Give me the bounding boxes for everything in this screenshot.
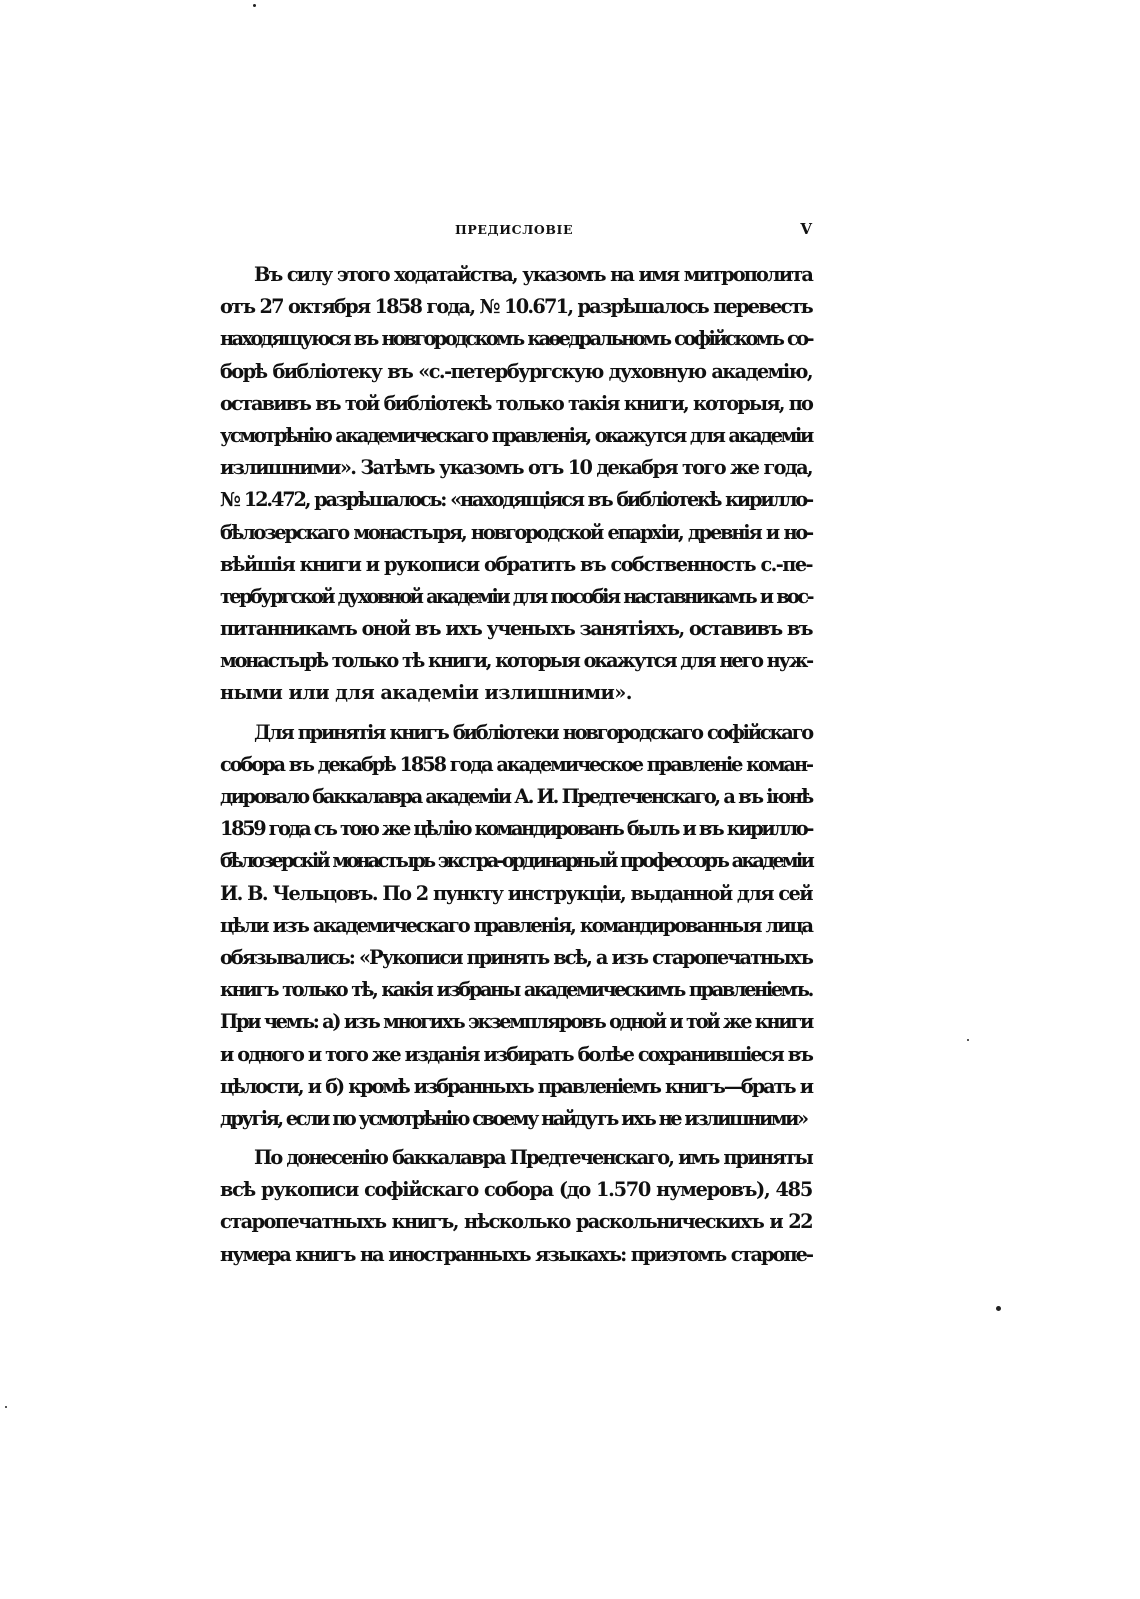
text-line: 1859 года съ тою же цѣлію командированъ былъ и въ кирилло- <box>220 817 812 841</box>
text-line: бѣлозерскій монастырь экстра-ординарный профессоръ академіи <box>220 849 812 873</box>
text-line: собора въ декабрѣ 1858 года академическое правленіе коман- <box>220 752 812 776</box>
body-text <box>220 259 812 1278</box>
text-line: старопечатныхъ книгъ, нѣсколько раскольническихъ и 22 <box>220 1210 812 1234</box>
text-line: При чемъ: а) изъ многихъ экземпляровъ одной и той же книги <box>220 1010 812 1034</box>
text-line: питанникамъ оной въ ихъ ученыхъ занятіяхъ, оставивъ въ <box>220 617 812 641</box>
text-line: ными или для академіи излишними». <box>220 681 632 705</box>
text-line: усмотрѣнію академическаго правленія, окажутся для академіи <box>220 423 812 447</box>
text-line: Для принятія книгъ библіотеки новгородскаго софійскаго <box>254 720 812 744</box>
scan-speck <box>996 1306 1001 1311</box>
text-line: обязывались: «Рукописи принять всѣ, а изъ старопечатныхъ <box>220 945 812 969</box>
text-line: Въ силу этого ходатайства, указомъ на имя митрополита <box>254 263 812 286</box>
text-line: тербургской духовной академіи для пособія наставникамъ и вос- <box>220 584 812 608</box>
text-line: всѣ рукописи софійскаго собора (до 1.570 нумеровъ), 485 <box>220 1178 812 1202</box>
text-line: излишними». Затѣмъ указомъ отъ 10 декабря того же года, <box>220 456 812 480</box>
text-line: находящуюся въ новгородскомъ каѳедральномъ софійскомъ со- <box>220 327 812 351</box>
text-line: бѣлозерскаго монастыря, новгородской епархіи, древнія и но- <box>220 520 812 544</box>
text-line: книгъ только тѣ, какія избраны академическимъ правленіемъ. <box>220 978 812 1002</box>
scan-speck <box>5 1406 7 1408</box>
text-line: дировало баккалавра академіи А. И. Предтеченскаго, а въ іюнѣ <box>220 785 812 808</box>
text-line: монастырѣ только тѣ книги, которыя окажутся для него нуж- <box>220 649 812 673</box>
page-number: V <box>800 220 812 238</box>
text-line: и одного и того же изданія избирать болѣе сохранившіеся въ <box>220 1042 812 1066</box>
text-line: оставивъ въ той библіотекѣ только такія книги, которыя, по <box>220 391 812 415</box>
text-line: И. В. Чельцовъ. По 2 пункту инструкціи, выданной для сей <box>220 881 812 905</box>
text-line: борѣ библіотеку въ «с.-петербургскую духовную академію, <box>220 359 812 383</box>
text-line: цѣлости, и б) кромѣ избранныхъ правленіемъ книгъ—брать и <box>220 1074 812 1098</box>
paragraph <box>220 717 812 1135</box>
paragraph <box>220 1142 812 1271</box>
text-line: вѣйшія книги и рукописи обратить въ собственность с.-пе- <box>220 552 812 576</box>
text-line: отъ 27 октября 1858 года, № 10.671, разрѣшалось перевесть <box>220 295 812 319</box>
paragraph <box>220 259 812 710</box>
scan-speck <box>253 4 256 7</box>
text-line: другія, если по усмотрѣнію своему найдутъ ихъ не излишними» <box>220 1106 807 1130</box>
running-head <box>220 222 812 248</box>
scan-speck <box>967 1039 969 1041</box>
text-line: цѣли изъ академическаго правленія, командированныя лица <box>220 913 812 937</box>
text-line: № 12.472, разрѣшалось: «находящіяся въ библіотекѣ кирилло- <box>220 488 812 512</box>
running-title: ПРЕДИСЛОВІЕ <box>455 222 574 237</box>
text-line: По донесенію баккалавра Предтеченскаго, имъ приняты <box>254 1146 812 1170</box>
text-line: нумера книгъ на иностранныхъ языкахъ: приэтомъ старопе- <box>220 1242 812 1266</box>
